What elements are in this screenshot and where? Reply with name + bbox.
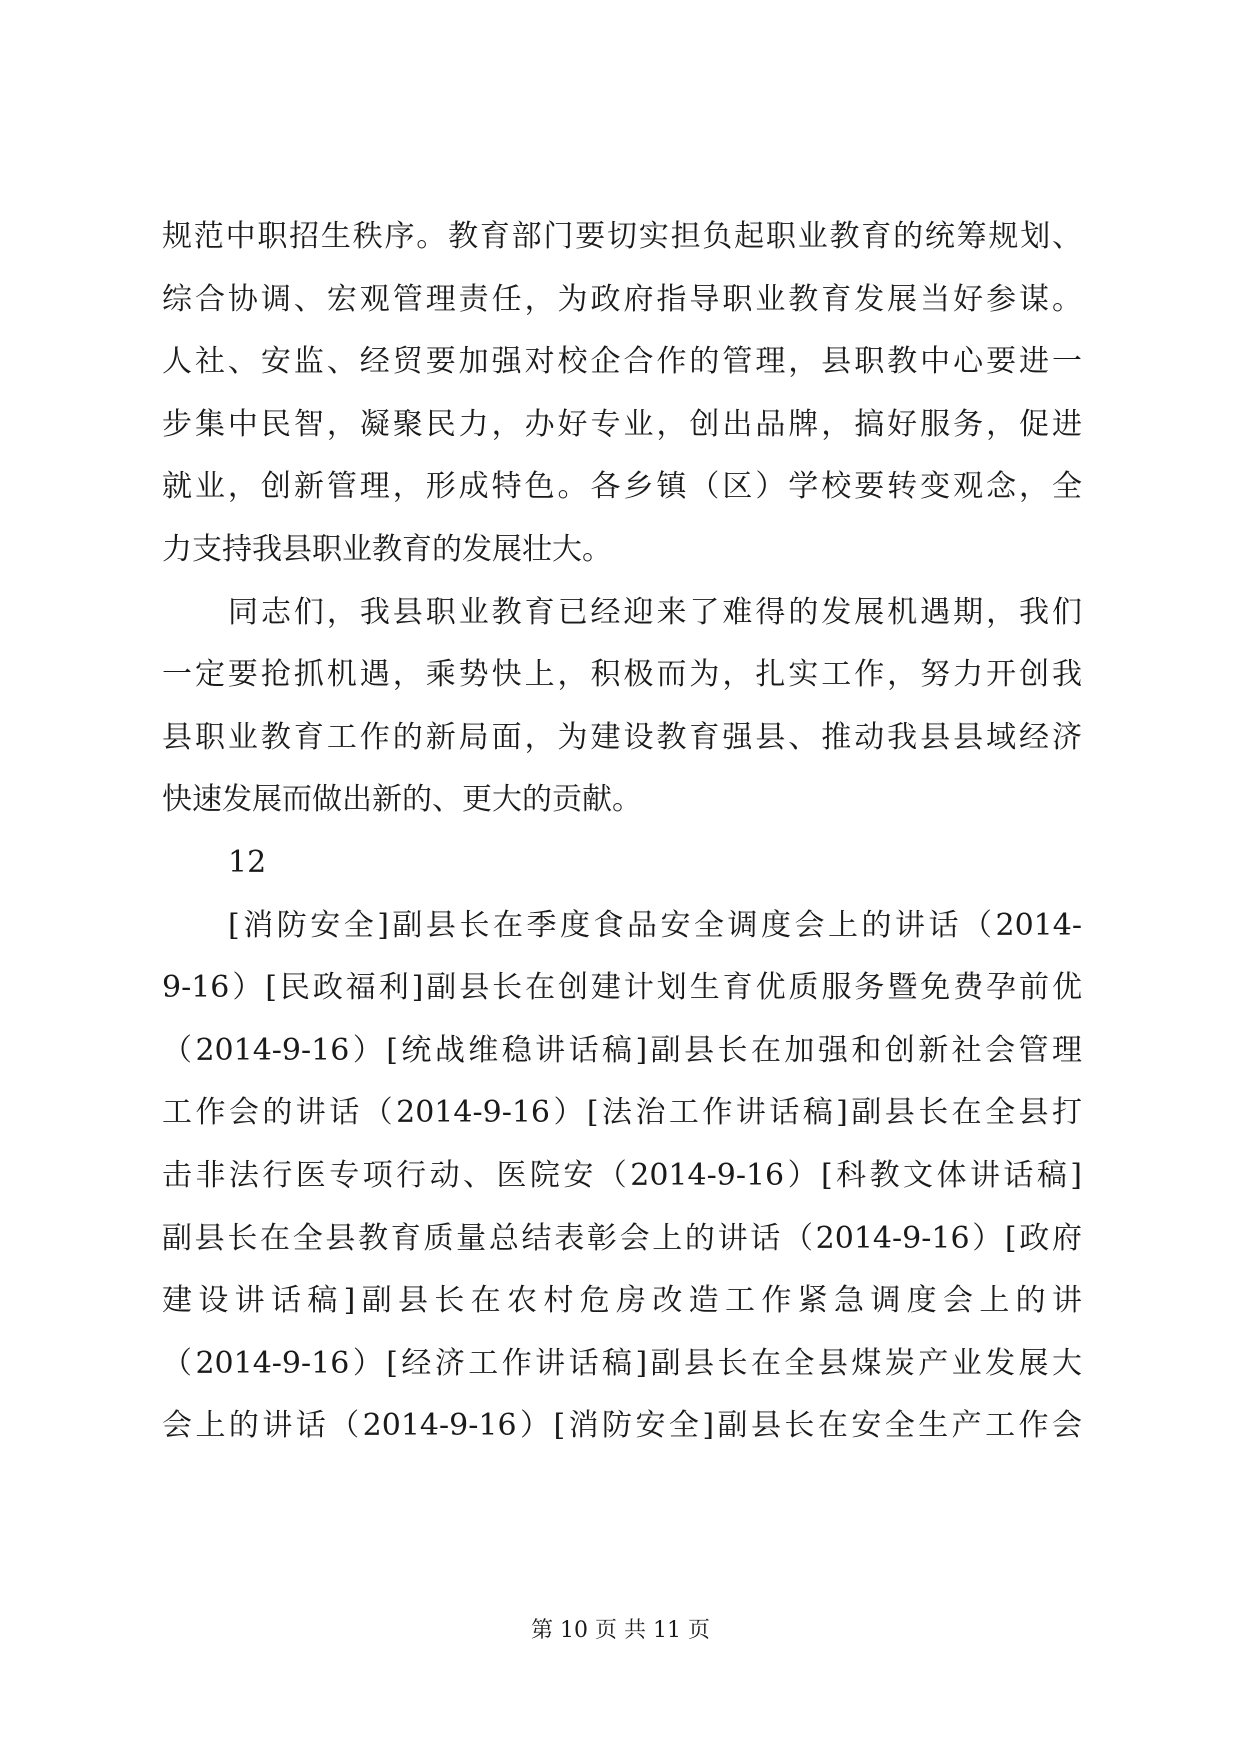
text-line: [消防安全]副县长在季度食品安全调度会上的讲话（2014- — [228, 907, 1082, 943]
text-line: 县职业教育工作的新局面，为建设教育强县、推动我县县域经济 — [162, 719, 1082, 755]
page-footer: 第 10 页 共 11 页 — [531, 1618, 710, 1643]
text-line: 副县长在全县教育质量总结表彰会上的讲话（2014-9-16）[政府 — [162, 1220, 1082, 1256]
text-line: 快速发展而做出新的、更大的贡献。 — [162, 782, 642, 818]
text-line: 工作会的讲话（2014-9-16）[法治工作讲话稿]副县长在全县打 — [162, 1095, 1082, 1131]
text-line: （2014-9-16）[经济工作讲话稿]副县长在全县煤炭产业发展大 — [162, 1345, 1082, 1381]
text-line: （2014-9-16）[统战维稳讲话稿]副县长在加强和创新社会管理 — [162, 1032, 1082, 1068]
text-line: 步集中民智，凝聚民力，办好专业，创出品牌，搞好服务，促进 — [162, 406, 1082, 442]
document-body — [162, 206, 1082, 1458]
text-line: 同志们，我县职业教育已经迎来了难得的发展机遇期，我们 — [228, 594, 1082, 630]
text-line: 击非法行医专项行动、医院安（2014-9-16）[科教文体讲话稿] — [162, 1157, 1082, 1193]
text-line: 人社、安监、经贸要加强对校企合作的管理，县职教中心要进一 — [162, 344, 1082, 380]
text-line: 规范中职招生秩序。教育部门要切实担负起职业教育的统筹规划、 — [162, 219, 1082, 254]
text-line: 力支持我县职业教育的发展壮大。 — [162, 531, 612, 567]
text-line: 就业，创新管理，形成特色。各乡镇（区）学校要转变观念，全 — [162, 469, 1082, 505]
text-line: 9-16）[民政福利]副县长在创建计划生育优质服务暨免费孕前优 — [162, 970, 1082, 1006]
text-line: 建设讲话稿]副县长在农村危房改造工作紧急调度会上的讲 — [162, 1283, 1082, 1319]
text-line: 一定要抢抓机遇，乘势快上，积极而为，扎实工作，努力开创我 — [162, 657, 1082, 693]
text-line: 12 — [228, 844, 267, 880]
text-line: 会上的讲话（2014-9-16）[消防安全]副县长在安全生产工作会 — [162, 1408, 1082, 1444]
text-line: 综合协调、宏观管理责任，为政府指导职业教育发展当好参谋。 — [162, 281, 1082, 317]
